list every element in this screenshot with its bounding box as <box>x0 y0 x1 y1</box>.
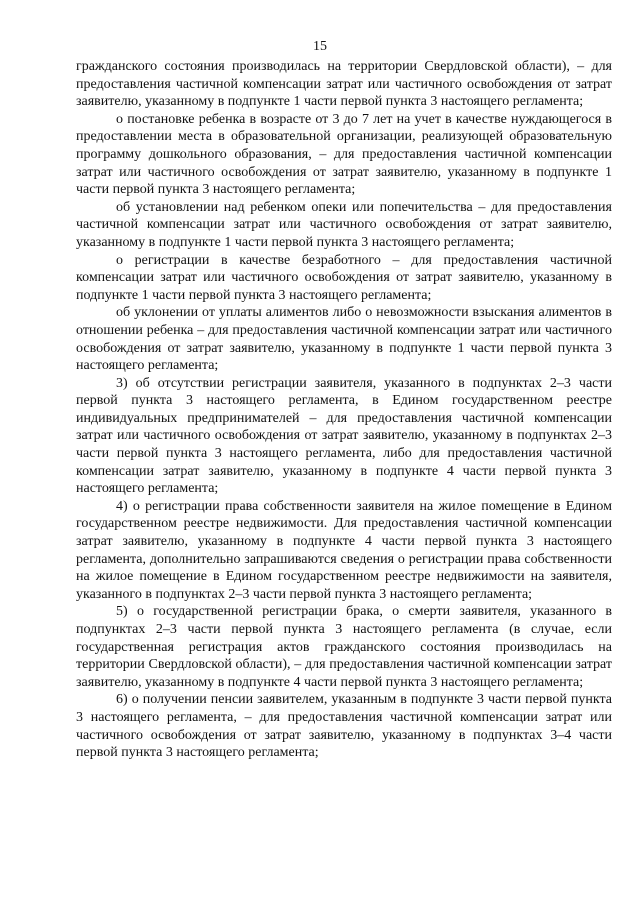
paragraph-continuation: гражданского состояния производилась на территории Свердловской области), – для предоставления частичной компенсации затрат или частичного освобождения от затрат заявителю, указанному в подпункте 1 части первой пункта 3 настоящего регламента; <box>76 59 612 110</box>
paragraph-item-6: 6) о получении пенсии заявителем, указанным в подпункте 3 части первой пункта 3 настоящего регламента, – для предоставления частичной компенсации затрат или частичного освобождения от затрат заявителю, указанному в подпунктах 3–4 части первой пункта 3 настоящего регламента; <box>76 692 612 761</box>
paragraph-item-5: 5) о государственной регистрации брака, о смерти заявителя, указанного в подпунктах 2–3 части первой пункта 3 настоящего регламента (в случае, если государственная регистрация актов гражданского состояния производилась на территории Свердловской области), – для предоставления частичной компенсации затрат заявителю, указанному в подпункте 4 части первой пункта 3 настоящего регламента; <box>76 604 612 690</box>
paragraph-item-4: 4) о регистрации права собственности заявителя на жилое помещение в Едином государственном реестре недвижимости. Для предоставления частичной компенсации затрат заявителю, указанному в подпункте 4 части первой пункта 3 настоящего регламента, дополнительно запрашиваются сведения о регистрации права собственности на жилое помещение в Едином государственном реестре недвижимости на заявителя, указанного в подпунктах 2–3 части первой пункта 3 настоящего регламента; <box>76 498 612 602</box>
paragraph-child-registration: о постановке ребенка в возрасте от 3 до 7 лет на учет в качестве нуждающегося в предоставлении места в образовательной организации, реализующей образовательную программу дошкольного образования, – для предоставления частичной компенсации затрат или частичного освобождения от затрат заявителю, указанному в подпункте 1 части первой пункта 3 настоящего регламента; <box>76 111 612 198</box>
paragraph-item-3: 3) об отсутствии регистрации заявителя, указанного в подпунктах 2–3 части первой пункта 3 настоящего регламента, в Едином государственном реестре индивидуальных предпринимателей – для предоставления частичной компенсации затрат или частичного освобождения от затрат заявителю, указанному в подпунктах 2–3 части первой пункта 3 настоящего регламента, либо для предоставления частичной компенсации затрат заявителю, указанному в подпункте 4 части первой пункта 3 настоящего регламента; <box>76 375 612 497</box>
paragraph-guardianship: об установлении над ребенком опеки или попечительства – для предоставления частичной компенсации затрат или частичного освобождения от затрат заявителю, указанному в подпункте 1 части первой пункта 3 настоящего регламента; <box>76 199 612 250</box>
paragraph-alimony: об уклонении от уплаты алиментов либо о невозможности взыскания алиментов в отношении ребенка – для предоставления частичной компенсации затрат или частичного освобождения от затрат заявителю, указанному в подпункте 1 части первой пункта 3 настоящего регламента; <box>76 305 612 374</box>
paragraph-unemployed: о регистрации в качестве безработного – для предоставления частичной компенсации затрат или частичного освобождения от затрат заявителю, указанному в подпункте 1 части первой пункта 3 настоящего регламента; <box>76 252 612 303</box>
page-number: 15 <box>313 39 327 54</box>
document-body <box>76 58 612 762</box>
